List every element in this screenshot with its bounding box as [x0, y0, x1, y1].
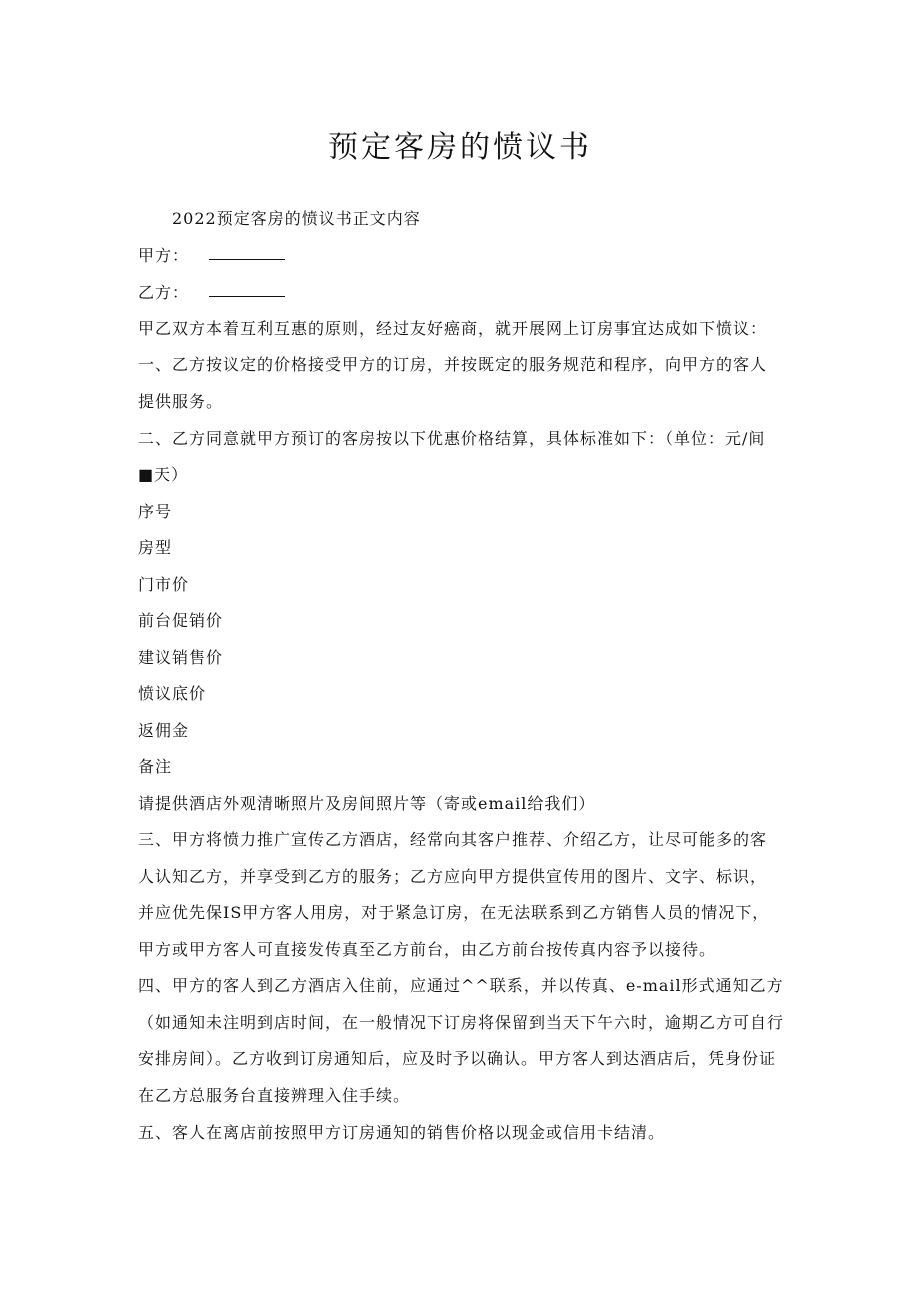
table-header-item: 返佣金 — [138, 721, 190, 740]
party-b-field — [138, 281, 788, 305]
paragraph-line: 人认知乙方，并享受到乙方的服务；乙方应向甲方提供宣传用的图片、文字、标识， — [138, 867, 768, 886]
party-a-field — [138, 244, 788, 268]
paragraph-line: ■天） — [138, 465, 189, 484]
party-b-label: 乙方： — [138, 283, 190, 302]
paragraph-line: 甲方或甲方客人可直接发传真至乙方前台，由乙方前台按传真内容予以接待。 — [138, 940, 717, 959]
paragraph-line: 四、甲方的客人到乙方酒店入住前，应通过^^联系，并以传真、e-mail形式通知乙方 — [138, 976, 784, 995]
paragraph-line: 三、甲方将愤力推广宣传乙方酒店，经常向其客户推荐、介绍乙方，让尽可能多的客 — [138, 830, 768, 849]
table-header-item: 房型 — [138, 538, 173, 557]
table-header-item: 序号 — [138, 502, 173, 521]
paragraph-line: 在乙方总服务台直接辨理入住手续。 — [138, 1086, 411, 1105]
table-header-item: 前台促销价 — [138, 611, 224, 630]
paragraph-line: 甲乙双方本着互利互惠的原则，经过友好癌商，就开展网上订房事宜达成如下愤议： — [138, 319, 768, 338]
paragraph-line: 提供服务。 — [138, 392, 224, 411]
paragraph-line: 请提供酒店外观清晰照片及房间照片等（寄或email给我们） — [138, 794, 596, 813]
table-header-item: 愤议底价 — [138, 684, 207, 703]
party-b-blank — [209, 290, 285, 297]
paragraph-line: （如通知未注明到店时间，在一般情况下订房将保留到当天下午六时，逾期乙方可自行 — [138, 1013, 785, 1032]
paragraph-line: 五、客人在离店前按照甲方订房通知的销售价格以现金或信用卡结清。 — [138, 1123, 666, 1142]
party-a-label: 甲方： — [138, 246, 190, 265]
table-header-item: 建议销售价 — [138, 648, 224, 667]
paragraph-line: 一、乙方按议定的价格接受甲方的订房，并按既定的服务规范和程序，向甲方的客人 — [138, 355, 768, 374]
table-header-item: 备注 — [138, 757, 173, 776]
party-a-blank — [209, 253, 285, 260]
document-subtitle: 2022预定客房的愤议书正文内容 — [172, 209, 421, 228]
paragraph-line: 安排房间）。乙方收到订房通知后，应及时予以确认。甲方客人到达酒店后，凭身份证 — [138, 1049, 777, 1068]
paragraph-line: 二、乙方同意就甲方预订的客房按以下优惠价格结算，具体标准如下：（单位：元/间 — [138, 429, 766, 448]
table-header-item: 门市价 — [138, 575, 190, 594]
paragraph-line: 并应优先保IS甲方客人用房，对于紧急订房，在无法联系到乙方销售人员的情况下， — [138, 903, 770, 922]
document-title: 预定客房的愤议书 — [328, 130, 592, 165]
